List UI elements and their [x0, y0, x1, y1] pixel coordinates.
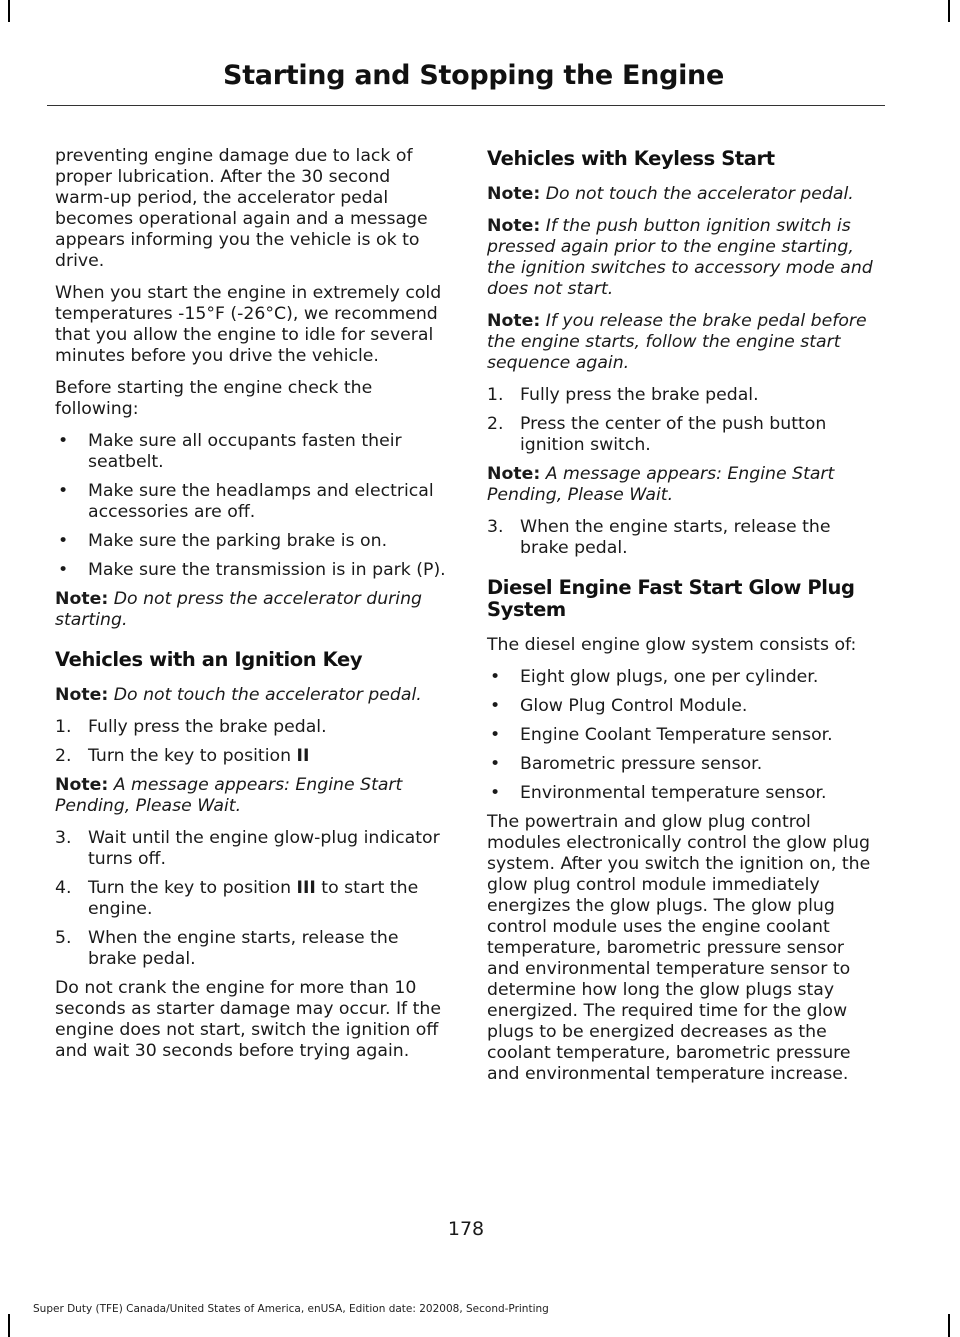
note: Note: A message appears: Engine Start Pending, Please Wait. [487, 464, 835, 505]
crop-mark-bottom-left [8, 1314, 10, 1337]
paragraph-glow-body: The powertrain and glow plug control modules electronically control the glow plug system. After you switch the ignition on, the glow plug control module immediately energizes the glow plugs. The glow plug control module uses the engine coolant temperature, barometric pressure sensor and environmental temperature sensor to determine how long the glow plugs stay energized. The required time for the glow plugs to be energized decreases as the coolant temperature, barometric pressure and environmental temperature increase. [487, 812, 871, 1084]
bullet-icon: • [490, 725, 501, 745]
step-item: 1. Fully press the brake pedal. [55, 717, 327, 737]
note: Note: Do not touch the accelerator pedal. [55, 685, 422, 705]
list-item: • Make sure the headlamps and electrical accessories are off. [58, 481, 434, 522]
list-item: • Barometric pressure sensor. [490, 754, 763, 774]
step-item: 3. Wait until the engine glow-plug indicator turns off. [55, 828, 440, 869]
section-heading-keyless-start: Vehicles with Keyless Start [487, 147, 775, 170]
section-heading-ignition-key: Vehicles with an Ignition Key [55, 648, 363, 671]
bullet-icon: • [58, 531, 69, 551]
step-item: 2. Press the center of the push button ignition switch. [487, 414, 827, 455]
bullet-icon: • [490, 754, 501, 774]
page-number: 178 [447, 1218, 485, 1240]
page-title: Starting and Stopping the Engine [223, 60, 724, 91]
note: Note: A message appears: Engine Start Pending, Please Wait. [55, 775, 403, 816]
paragraph-glow-intro: The diesel engine glow system consists of: [487, 635, 857, 655]
bullet-icon: • [490, 783, 501, 803]
step-item: 5. When the engine starts, release the brake pedal. [55, 928, 399, 969]
list-item: • Environmental temperature sensor. [490, 783, 827, 803]
step-item: 2. Turn the key to position II [55, 746, 310, 766]
bullet-icon: • [58, 560, 69, 580]
note: Note: If the push button ignition switch is pressed again prior to the engine starting, the ignition switches to accessory mode and does not start. [487, 216, 873, 299]
bullet-icon: • [490, 696, 501, 716]
list-item: • Engine Coolant Temperature sensor. [490, 725, 833, 745]
note: Note: Do not touch the accelerator pedal. [487, 184, 854, 204]
paragraph-checks-intro: Before starting the engine check the following: [55, 378, 373, 419]
footer-edition-info: Super Duty (TFE) Canada/United States of America, enUSA, Edition date: 202008, Second-Printing [33, 1303, 549, 1315]
paragraph-cold-start: When you start the engine in extremely cold temperatures -15°F (-26°C), we recommend that you allow the engine to idle for several minutes before you drive the vehicle. [55, 283, 442, 366]
crop-mark-top-left [8, 0, 10, 22]
paragraph-warmup: preventing engine damage due to lack of proper lubrication. After the 30 second warm-up period, the accelerator pedal becomes operational again and a message appears informing you the vehicle is ok to drive. [55, 146, 428, 271]
list-item: • Make sure all occupants fasten their seatbelt. [58, 431, 402, 472]
step-item: 3. When the engine starts, release the brake pedal. [487, 517, 831, 558]
list-item: • Eight glow plugs, one per cylinder. [490, 667, 819, 687]
bullet-icon: • [490, 667, 501, 687]
list-item: • Make sure the transmission is in park (P). [58, 560, 446, 580]
step-item: 1. Fully press the brake pedal. [487, 385, 759, 405]
crop-mark-top-right [948, 0, 950, 22]
right-column [487, 146, 879, 1096]
list-item: • Make sure the parking brake is on. [58, 531, 388, 551]
header-divider [47, 105, 885, 106]
note: Note: If you release the brake pedal before the engine starts, follow the engine start sequence again. [487, 311, 867, 373]
section-heading-glow-plug: Diesel Engine Fast Start Glow Plug System [487, 576, 855, 621]
bullet-icon: • [58, 431, 69, 451]
step-item: 4. Turn the key to position III to start the engine. [55, 878, 419, 919]
left-column [55, 146, 447, 1073]
paragraph-crank-limit: Do not crank the engine for more than 10 seconds as starter damage may occur. If the engine does not start, switch the ignition off and wait 30 seconds before trying again. [55, 978, 441, 1061]
note: Note: Do not press the accelerator during starting. [55, 589, 423, 630]
crop-mark-bottom-right [948, 1314, 950, 1337]
bullet-icon: • [58, 481, 69, 501]
list-item: • Glow Plug Control Module. [490, 696, 748, 716]
